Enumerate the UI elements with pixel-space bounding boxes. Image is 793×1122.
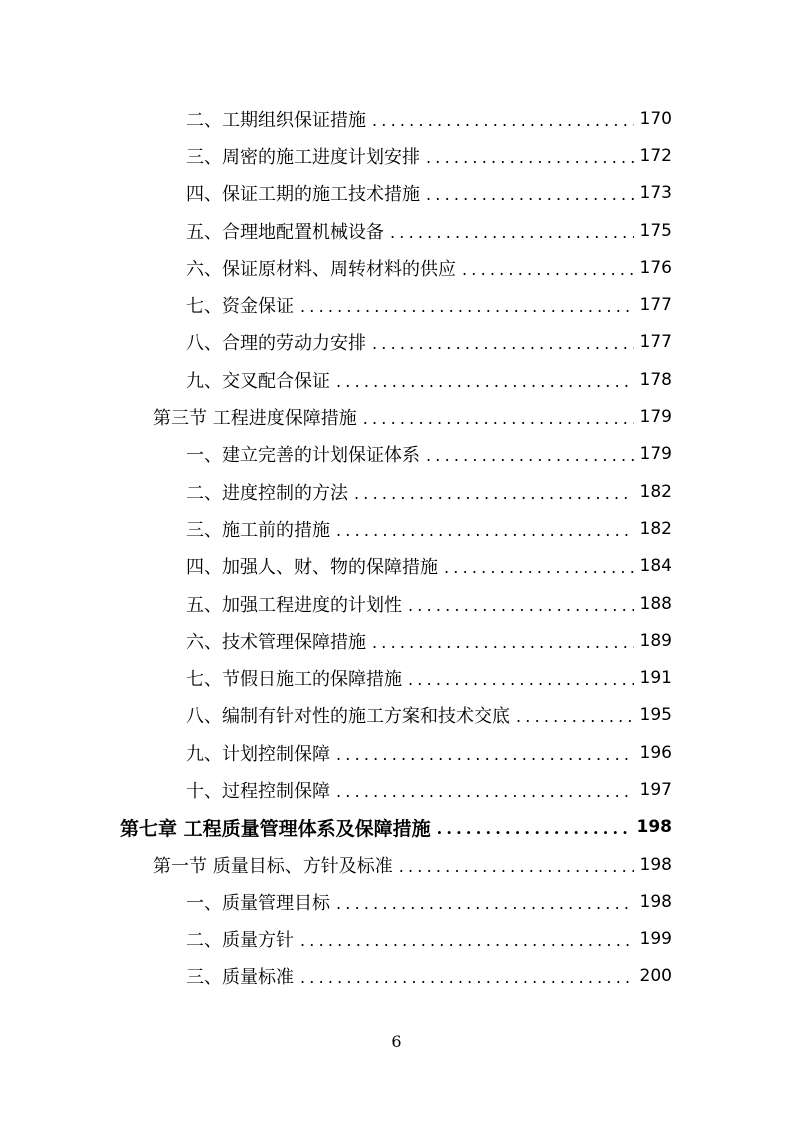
page-number: 6 <box>391 1032 402 1051</box>
toc-entry-page: 170 <box>639 108 672 129</box>
toc-section-entry[interactable] <box>0 398 793 435</box>
toc-entry-page: 197 <box>639 779 672 800</box>
toc-dot-leader <box>408 597 634 615</box>
toc-dot-leader <box>372 634 634 652</box>
table-of-contents <box>0 100 793 995</box>
toc-entry-page: 173 <box>639 183 672 204</box>
toc-entry-page: 175 <box>639 220 672 241</box>
toc-entry-title: 第三节 工程进度保障措施 <box>153 408 357 430</box>
toc-entry-title: 八、合理的劳动力安排 <box>186 333 366 355</box>
toc-item-entry[interactable] <box>0 510 793 547</box>
toc-item-entry[interactable] <box>0 175 793 212</box>
toc-dot-leader <box>372 112 634 130</box>
toc-entry-page: 191 <box>639 668 672 689</box>
toc-entry-title: 一、建立完善的计划保证体系 <box>186 445 420 467</box>
toc-dot-leader <box>444 559 634 577</box>
toc-dot-leader <box>426 149 634 167</box>
toc-section-entry[interactable] <box>0 846 793 883</box>
toc-dot-leader <box>390 224 634 242</box>
toc-item-entry[interactable] <box>0 958 793 995</box>
toc-item-entry[interactable] <box>0 249 793 286</box>
toc-item-entry[interactable] <box>0 286 793 323</box>
toc-entry-page: 196 <box>639 742 672 763</box>
toc-entry-title: 三、周密的施工进度计划安排 <box>186 146 420 168</box>
toc-item-entry[interactable] <box>0 883 793 920</box>
toc-dot-leader <box>336 783 634 801</box>
toc-item-entry[interactable] <box>0 921 793 958</box>
toc-dot-leader <box>399 858 634 876</box>
toc-item-entry[interactable] <box>0 473 793 510</box>
toc-entry-title: 九、交叉配合保证 <box>186 370 330 392</box>
toc-entry-title: 六、技术管理保障措施 <box>186 631 366 653</box>
toc-entry-page: 195 <box>639 705 672 726</box>
toc-dot-leader <box>336 746 634 764</box>
toc-dot-leader <box>426 447 634 465</box>
toc-dot-leader <box>363 410 634 428</box>
toc-item-entry[interactable] <box>0 436 793 473</box>
toc-dot-leader <box>336 895 634 913</box>
toc-dot-leader <box>300 932 634 950</box>
toc-item-entry[interactable] <box>0 212 793 249</box>
toc-item-entry[interactable] <box>0 585 793 622</box>
toc-entry-title: 二、进度控制的方法 <box>186 482 348 504</box>
toc-item-entry[interactable] <box>0 622 793 659</box>
toc-entry-title: 六、保证原材料、周转材料的供应 <box>186 258 456 280</box>
toc-entry-title: 第一节 质量目标、方针及标准 <box>153 855 393 877</box>
toc-entry-page: 198 <box>636 817 672 838</box>
toc-dot-leader <box>300 298 634 316</box>
toc-item-entry[interactable] <box>0 100 793 137</box>
toc-entry-page: 182 <box>639 481 672 502</box>
toc-item-entry[interactable] <box>0 137 793 174</box>
toc-entry-page: 184 <box>639 556 672 577</box>
toc-entry-page: 182 <box>639 518 672 539</box>
toc-entry-title: 二、质量方针 <box>186 930 294 952</box>
toc-entry-title: 二、工期组织保证措施 <box>186 109 366 131</box>
toc-entry-title: 九、计划控制保障 <box>186 743 330 765</box>
toc-dot-leader <box>354 485 634 503</box>
toc-dot-leader <box>300 969 634 987</box>
toc-dot-leader <box>408 671 634 689</box>
toc-entry-page: 198 <box>639 854 672 875</box>
toc-entry-title: 四、保证工期的施工技术措施 <box>186 184 420 206</box>
toc-dot-leader <box>462 261 634 279</box>
toc-entry-title: 三、施工前的措施 <box>186 519 330 541</box>
toc-entry-page: 176 <box>639 257 672 278</box>
toc-dot-leader <box>516 708 634 726</box>
toc-dot-leader <box>372 335 634 353</box>
toc-entry-title: 第七章 工程质量管理体系及保障措施 <box>120 817 431 840</box>
toc-entry-page: 178 <box>639 369 672 390</box>
toc-dot-leader <box>437 820 631 838</box>
toc-item-entry[interactable] <box>0 734 793 771</box>
toc-entry-page: 179 <box>639 444 672 465</box>
toc-item-entry[interactable] <box>0 771 793 808</box>
toc-entry-title: 四、加强人、财、物的保障措施 <box>186 557 438 579</box>
toc-entry-page: 179 <box>639 407 672 428</box>
toc-entry-title: 七、资金保证 <box>186 296 294 318</box>
toc-entry-title: 十、过程控制保障 <box>186 780 330 802</box>
toc-entry-page: 199 <box>639 929 672 950</box>
toc-item-entry[interactable] <box>0 659 793 696</box>
toc-entry-page: 188 <box>639 593 672 614</box>
toc-entry-title: 五、加强工程进度的计划性 <box>186 594 402 616</box>
toc-dot-leader <box>336 522 634 540</box>
toc-dot-leader <box>426 186 634 204</box>
toc-entry-title: 七、节假日施工的保障措施 <box>186 669 402 691</box>
toc-entry-title: 五、合理地配置机械设备 <box>186 221 384 243</box>
toc-entry-page: 177 <box>639 295 672 316</box>
toc-chapter-entry[interactable] <box>0 809 793 846</box>
toc-item-entry[interactable] <box>0 697 793 734</box>
toc-item-entry[interactable] <box>0 361 793 398</box>
toc-entry-page: 189 <box>639 630 672 651</box>
toc-item-entry[interactable] <box>0 548 793 585</box>
toc-entry-title: 八、编制有针对性的施工方案和技术交底 <box>186 706 510 728</box>
toc-entry-page: 172 <box>639 145 672 166</box>
toc-entry-page: 177 <box>639 332 672 353</box>
toc-entry-title: 三、质量标准 <box>186 967 294 989</box>
toc-entry-page: 200 <box>639 966 672 987</box>
toc-entry-title: 一、质量管理目标 <box>186 892 330 914</box>
toc-item-entry[interactable] <box>0 324 793 361</box>
toc-dot-leader <box>336 373 634 391</box>
toc-entry-page: 198 <box>639 891 672 912</box>
